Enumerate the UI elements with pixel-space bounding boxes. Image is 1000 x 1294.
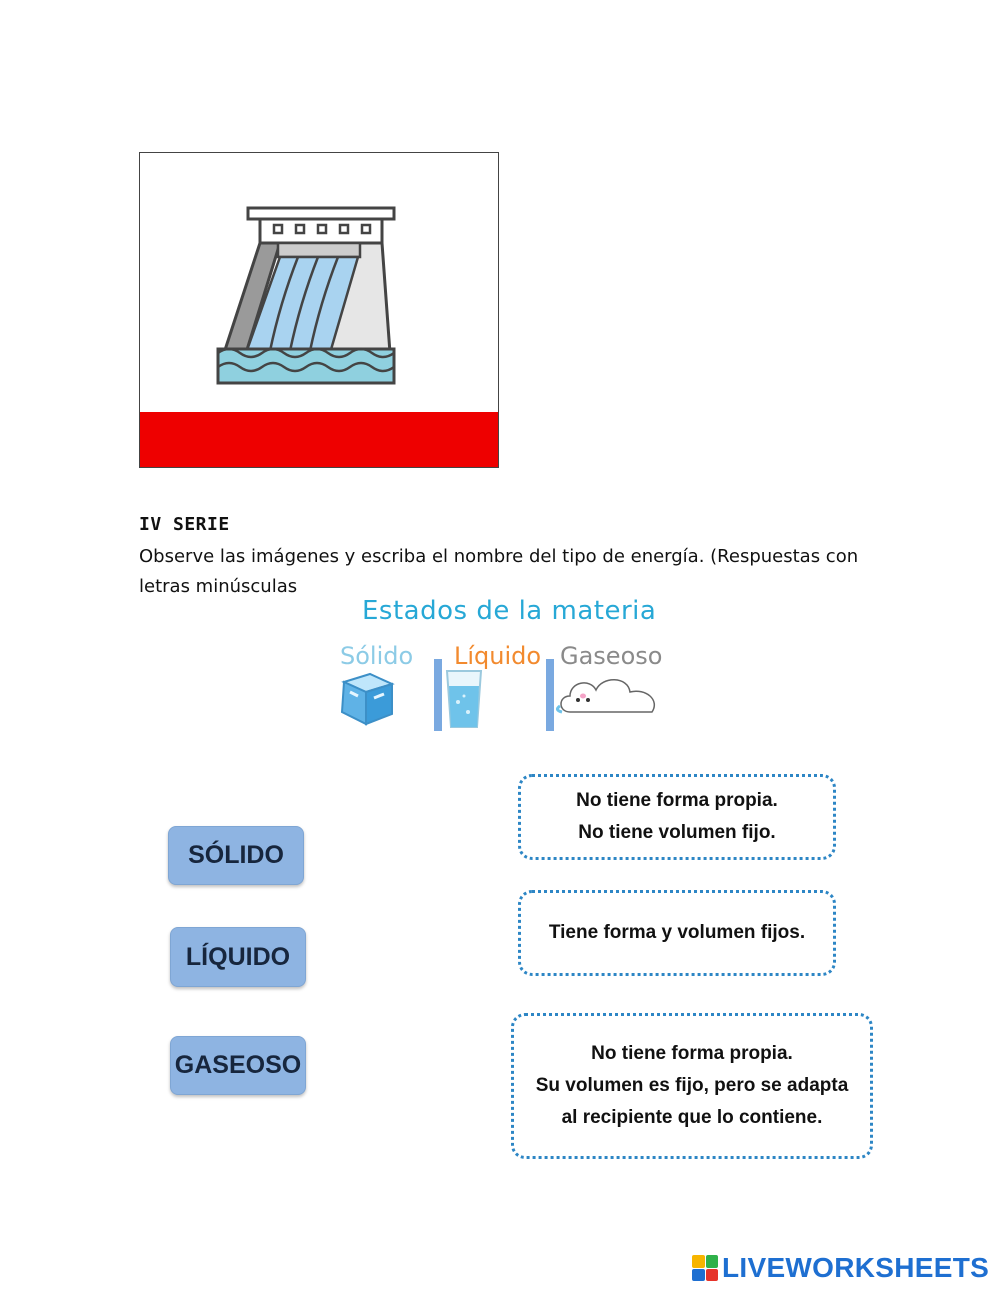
ice-cube-icon [336,668,396,728]
liquid-label: Líquido [454,642,542,670]
logo-mark-icon [692,1255,718,1281]
divider [546,659,554,731]
description-box-1[interactable] [518,774,836,860]
states-title: Estados de la materia [362,596,657,626]
description-line: No tiene volumen fijo. [578,822,776,843]
section-title: IV SERIE [139,514,230,535]
description-box-3[interactable] [511,1013,873,1159]
gaseoso-button[interactable]: GASEOSO [170,1036,306,1095]
answer-input-bar[interactable] [140,412,498,467]
description-line: Tiene forma y volumen fijos. [548,922,806,943]
description-line: No tiene forma propia. [576,790,778,811]
solid-label: Sólido [340,642,414,670]
instructions-text: Observe las imágenes y escriba el nombre del tipo de energía. (Respuestas con letras minúsculas [139,546,859,597]
description-line: al recipiente que lo contiene. [561,1107,823,1128]
divider [434,659,442,731]
liquido-button[interactable]: LÍQUIDO [170,927,306,987]
dam-image-card [139,152,499,468]
water-glass-icon [444,668,484,730]
description-line: No tiene forma propia. [591,1043,793,1064]
hydroelectric-dam-icon [140,153,498,412]
description-box-2[interactable] [518,890,836,976]
gas-label: Gaseoso [560,642,663,670]
logo-text: LIVEWORKSHEETS [722,1252,990,1283]
liveworksheets-logo[interactable] [692,1252,989,1284]
description-line: Su volumen es fijo, pero se adapta [535,1075,849,1096]
solido-button[interactable]: SÓLIDO [168,826,304,885]
cloud-icon [556,670,664,722]
